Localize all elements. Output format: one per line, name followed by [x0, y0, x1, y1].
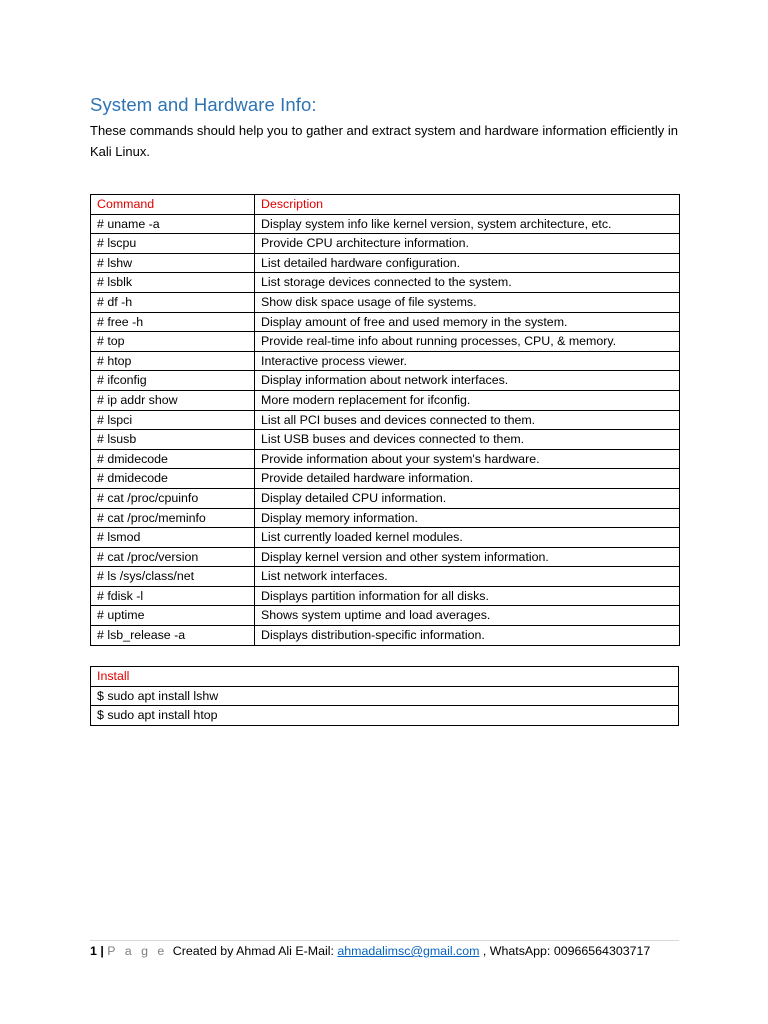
- footer-whatsapp: , WhatsApp: 00966564303717: [482, 944, 651, 958]
- description-cell: List USB buses and devices connected to them.: [255, 430, 680, 450]
- footer-credit: Created by Ahmad Ali E-Mail:: [172, 944, 334, 958]
- install-command: $ sudo apt install htop: [91, 706, 679, 726]
- command-cell: # fdisk -l: [91, 586, 255, 606]
- table-row: [91, 410, 680, 430]
- table-row: [91, 528, 680, 548]
- command-cell: # lshw: [91, 253, 255, 273]
- command-cell: # dmidecode: [91, 469, 255, 489]
- description-cell: Display kernel version and other system information.: [255, 547, 680, 567]
- description-cell: List storage devices connected to the system.: [255, 273, 680, 293]
- table-row: [91, 508, 680, 528]
- install-header: Install: [91, 667, 679, 687]
- install-command: $ sudo apt install lshw: [91, 686, 679, 706]
- footer-divider: [90, 940, 679, 941]
- table-row: [91, 449, 680, 469]
- command-cell: # htop: [91, 351, 255, 371]
- table-row: [91, 469, 680, 489]
- description-cell: List detailed hardware configuration.: [255, 253, 680, 273]
- description-cell: Displays partition information for all disks.: [255, 586, 680, 606]
- description-cell: More modern replacement for ifconfig.: [255, 390, 680, 410]
- command-cell: # cat /proc/meminfo: [91, 508, 255, 528]
- table-row: [91, 332, 680, 352]
- table-row: [91, 371, 680, 391]
- table-row: [91, 312, 680, 332]
- intro-paragraph: These commands should help you to gather and extract system and hardware information efficiently in Kali Linux.: [90, 123, 678, 159]
- page-title: System and Hardware Info:: [90, 94, 317, 115]
- description-cell: List currently loaded kernel modules.: [255, 528, 680, 548]
- command-cell: # uname -a: [91, 214, 255, 234]
- description-cell: Display memory information.: [255, 508, 680, 528]
- install-row: [91, 706, 679, 726]
- description-cell: Provide CPU architecture information.: [255, 234, 680, 254]
- page-number: 1: [90, 944, 97, 958]
- command-cell: # lsmod: [91, 528, 255, 548]
- email-link[interactable]: ahmadalimsc@gmail.com: [337, 944, 480, 958]
- command-cell: # top: [91, 332, 255, 352]
- command-cell: # lsb_release -a: [91, 626, 255, 646]
- description-cell: List all PCI buses and devices connected to them.: [255, 410, 680, 430]
- command-cell: # dmidecode: [91, 449, 255, 469]
- page-word: P a g e: [107, 944, 168, 958]
- command-cell: # lsblk: [91, 273, 255, 293]
- page-separator: |: [100, 944, 104, 958]
- command-cell: # df -h: [91, 292, 255, 312]
- install-header-row: [91, 667, 679, 687]
- description-cell: Interactive process viewer.: [255, 351, 680, 371]
- table-row: [91, 390, 680, 410]
- table-row: [91, 586, 680, 606]
- table-row: [91, 567, 680, 587]
- description-cell: Display amount of free and used memory in the system.: [255, 312, 680, 332]
- command-cell: # free -h: [91, 312, 255, 332]
- command-cell: # lscpu: [91, 234, 255, 254]
- command-cell: # uptime: [91, 606, 255, 626]
- description-cell: Provide detailed hardware information.: [255, 469, 680, 489]
- command-cell: # ls /sys/class/net: [91, 567, 255, 587]
- description-cell: Shows system uptime and load averages.: [255, 606, 680, 626]
- table-row: [91, 273, 680, 293]
- table-row: [91, 430, 680, 450]
- description-cell: Provide information about your system's hardware.: [255, 449, 680, 469]
- command-cell: # lsusb: [91, 430, 255, 450]
- description-cell: Provide real-time info about running processes, CPU, & memory.: [255, 332, 680, 352]
- command-cell: # ip addr show: [91, 390, 255, 410]
- table-row: [91, 234, 680, 254]
- description-cell: Display detailed CPU information.: [255, 488, 680, 508]
- header-description: Description: [255, 195, 680, 215]
- description-cell: Display information about network interfaces.: [255, 371, 680, 391]
- command-cell: # ifconfig: [91, 371, 255, 391]
- table-header-row: [91, 195, 680, 215]
- table-row: [91, 214, 680, 234]
- install-table: [90, 666, 679, 726]
- command-cell: # lspci: [91, 410, 255, 430]
- page-footer: [90, 944, 650, 958]
- description-cell: Show disk space usage of file systems.: [255, 292, 680, 312]
- table-row: [91, 488, 680, 508]
- table-row: [91, 253, 680, 273]
- table-row: [91, 547, 680, 567]
- command-cell: # cat /proc/version: [91, 547, 255, 567]
- command-cell: # cat /proc/cpuinfo: [91, 488, 255, 508]
- description-cell: Display system info like kernel version, system architecture, etc.: [255, 214, 680, 234]
- header-command: Command: [91, 195, 255, 215]
- description-cell: Displays distribution-specific information.: [255, 626, 680, 646]
- install-row: [91, 686, 679, 706]
- description-cell: List network interfaces.: [255, 567, 680, 587]
- table-row: [91, 626, 680, 646]
- commands-table: [90, 194, 680, 646]
- table-row: [91, 351, 680, 371]
- table-row: [91, 606, 680, 626]
- table-row: [91, 292, 680, 312]
